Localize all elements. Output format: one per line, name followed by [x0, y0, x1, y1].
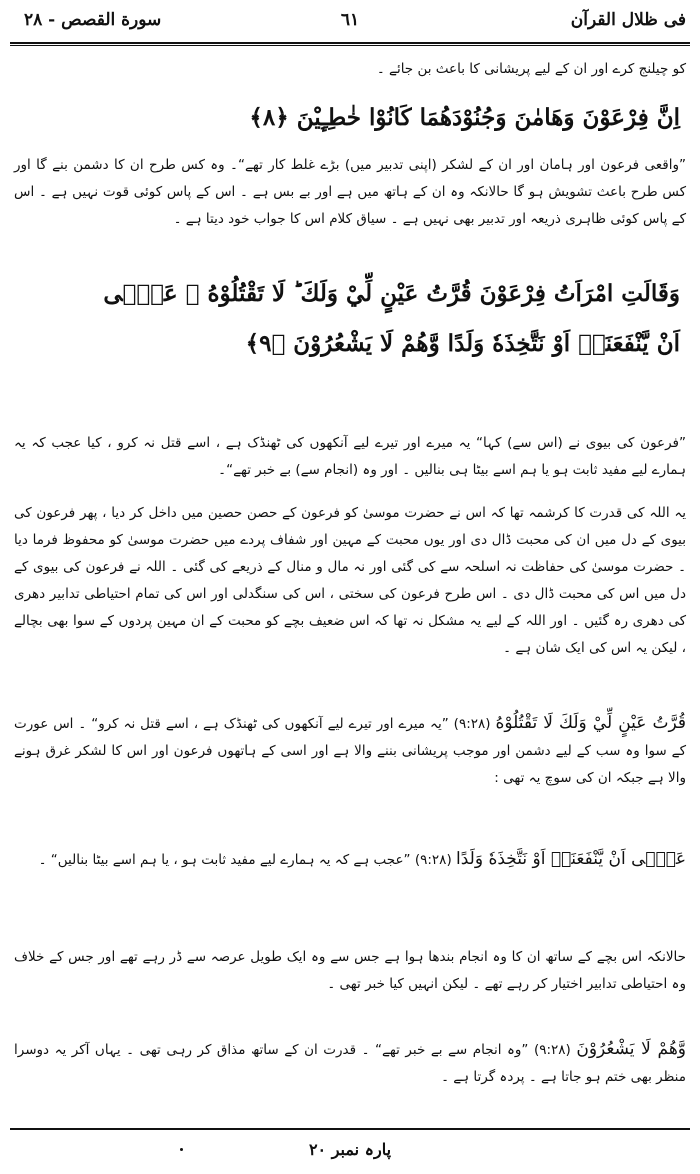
printer-dot: [180, 1148, 183, 1151]
quran-verse-1: اِنَّ فِرْعَوْنَ وَهَامٰنَ وَجُنُوْدَهُمَا كَانُوْا خٰطِـِٕيْنَ ﴿۸﴾: [249, 104, 680, 131]
surah-info: سورة القصص - ۲۸: [24, 10, 162, 30]
paragraph-8: [14, 1036, 686, 1091]
paragraph-2: ”واقعی فرعون اور ہامان اور ان کے لشکر (اپنی تدبیر میں) بڑے غلط کار تھے“۔ وہ کس طرح ان کا دشمن بنے گا اور کس طرح باعث تشویش ہو گا حالانکہ وہ ان کے ہاتھ میں ہے اور بے بس ہے ۔ اس کے پاس کوئی قوت نہیں ہے ۔ اس کے پاس کوئی ظاہری ذریعہ اور تدبیر بھی نہیں ہے ۔ سیاق کلام اس کا جواب خود دیتا ہے ۔: [14, 157, 686, 227]
inline-verse-6: عَسٰۤى اَنْ يَّنْفَعَنَاۤ اَوْ نَتَّخِذَهٗ وَلَدًا: [456, 849, 686, 869]
inline-verse-8: وَّهُمْ لَا يَشْعُرُوْنَ: [576, 1039, 686, 1059]
footer-rule: [10, 1128, 690, 1130]
quran-verse-2-line-1: وَقَالَتِ امْرَاَتُ فِرْعَوْنَ قُرَّتُ عَيْنٍ لِّيْ وَلَكَ ؕ لَا تَقْتُلُوْهُ ۖ عَسٰۤى: [103, 280, 680, 307]
header-rule: [10, 42, 690, 44]
paragraph-6: [14, 846, 686, 874]
paragraph-7: حالانکہ اس بچے کے ساتھ ان کا وہ انجام بندھا ہوا ہے جس سے وہ ایک طویل عرصہ سے ڈر رہے تھے اور جس کے خلاف وہ احتیاطی تدابیر اختیار کر رہے تھے ۔ لیکن انہیں کیا خبر تھی ۔: [14, 949, 686, 992]
part-number: پارہ نمبر ۲۰: [308, 1140, 392, 1159]
page-header: [10, 8, 690, 36]
book-title: فی ظلال القرآن: [570, 10, 686, 30]
paragraph-1: کو چیلنج کرے اور ان کے لیے پریشانی کا باعث بن جائے ۔: [376, 61, 686, 77]
verse-reference-8: (۹:۲۸): [533, 1042, 571, 1058]
verse-reference-5: (۹:۲۸): [453, 716, 491, 732]
paragraph-5-text: ”یہ میرے اور تیرے لیے آنکھوں کی ٹھنڈک ہے ، اسے قتل نہ کرو“ ۔ اس عورت کے سوا وہ سب کے لیے دشمن اور موجب پریشانی بننے والا ہے اور اسی کے ہاتھوں فرعون اور اس کا لشکر غرق ہونے والا ہے جبکہ ان کی سوچ یہ تھی :: [14, 716, 686, 786]
paragraph-8-text: ”وہ انجام سے بے خبر تھے“ ۔ قدرت ان کے ساتھ مذاق کر رہی تھی ۔ یہاں آکر یہ دوسرا منظر بھی ختم ہو جاتا ہے ۔ پردہ گرتا ہے ۔: [14, 1042, 686, 1085]
paragraph-5: [14, 710, 686, 792]
page-number: ٦١: [340, 10, 360, 30]
quran-verse-2-line-2: اَنْ يَّنْفَعَنَاۤ اَوْ نَتَّخِذَهٗ وَلَدًا وَّهُمْ لَا يَشْعُرُوْنَ ﴿۹﴾: [245, 330, 680, 357]
inline-verse-5: قُرَّتُ عَيْنٍ لِّيْ وَلَكَ لَا تَقْتُلُوْهُ: [495, 713, 686, 733]
paragraph-3: ”فرعون کی بیوی نے (اس سے) کہا“ یہ میرے اور تیرے لیے آنکھوں کی ٹھنڈک ہے ، اسے قتل نہ کرو ، کیا عجب کہ یہ ہمارے لیے مفید ثابت ہو یا ہم اسے بیٹا ہی بنالیں ۔ اور وہ (انجام سے) بے خبر تھے“۔: [14, 435, 686, 478]
paragraph-4: یہ اللہ کی قدرت کا کرشمہ تھا کہ اس نے حضرت موسیٰ کو فرعون کے حصن حصین میں داخل کر دیا ، پھر فرعون کی بیوی کے دل میں ان کی محبت ڈال دی اور یوں محبت کے مہین اور شفاف پردے میں حضرت موسیٰ کو محفوظ فرما دیا ۔ حضرت موسیٰ کی حفاظت نہ اسلحہ سے کی گئی اور نہ مال و منال کے ذریعے کی گئی ۔ اللہ نے فرعون کی بیوی کے دل میں اس کی محبت ڈال دی ۔ اس طرح فرعون کی سختی ، اس کی سنگدلی اور اس کی تمام احتیاطی تدابیر دھری کی دھری رہ گئیں ۔ اور اللہ کے لیے یہ مشکل نہ تھا کہ اس ضعیف بچے کو محبت کے ان مہین پردوں کے سوا بھی بچالے ، لیکن یہ اس کی ایک شان ہے ۔: [14, 505, 686, 656]
paragraph-6-text: ”عجب ہے کہ یہ ہمارے لیے مفید ثابت ہو ، یا ہم اسے بیٹا بنالیں“ ۔: [38, 852, 411, 868]
header-rule-thin: [10, 45, 690, 46]
verse-reference-6: (۹:۲۸): [414, 852, 452, 868]
